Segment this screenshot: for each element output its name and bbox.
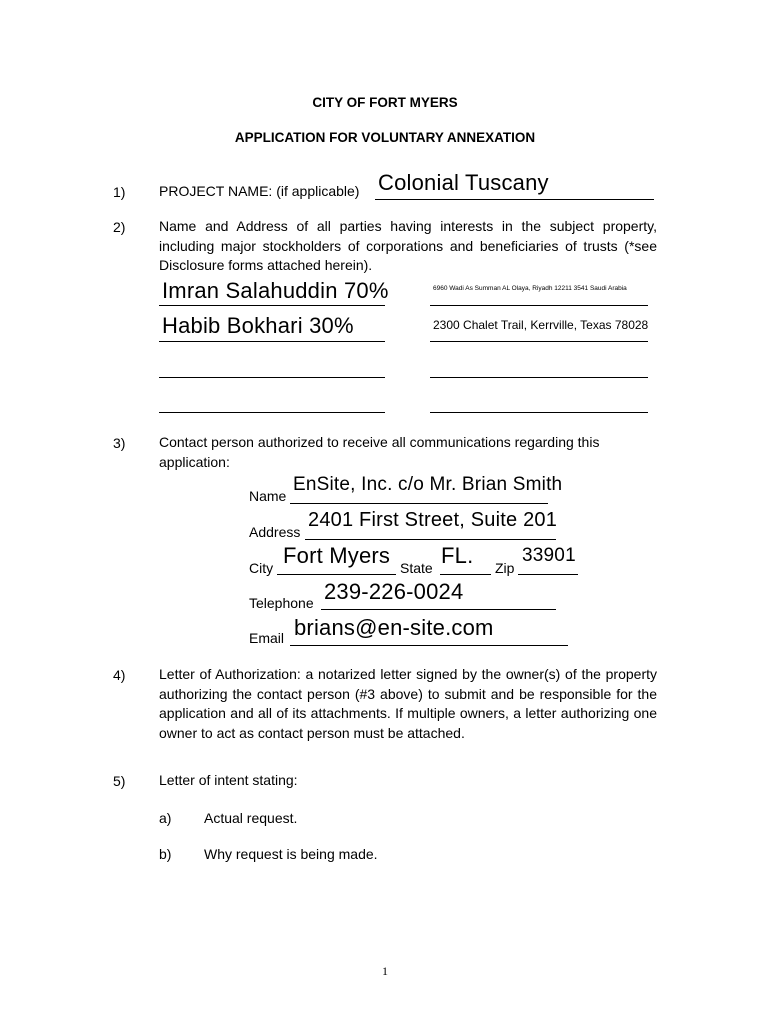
party-name[interactable]: Imran Salahuddin 70% bbox=[162, 278, 389, 303]
page-number: 1 bbox=[382, 964, 388, 978]
contact-state-line bbox=[440, 574, 491, 575]
project-name-label: PROJECT NAME: (if applicable) bbox=[159, 183, 360, 199]
party-name-line bbox=[159, 341, 385, 342]
contact-instructions: Contact person authorized to receive all communications regarding this application: bbox=[159, 434, 600, 470]
party-name-line-empty[interactable] bbox=[159, 377, 385, 378]
contact-address-label: Address bbox=[249, 524, 301, 540]
contact-zip-value[interactable]: 33901 bbox=[522, 545, 576, 566]
document-city-heading: CITY OF FORT MYERS bbox=[312, 95, 458, 110]
party-name-line-empty[interactable] bbox=[159, 412, 385, 413]
contact-telephone-value[interactable]: 239-226-0024 bbox=[324, 579, 464, 604]
intent-item-letter: b) bbox=[159, 846, 172, 862]
contact-telephone-line bbox=[321, 609, 556, 610]
contact-address-value[interactable]: 2401 First Street, Suite 201 bbox=[308, 509, 558, 531]
party-address[interactable]: 6960 Wadi As Summan AL Olaya, Riyadh 12211 3541 Saudi Arabia bbox=[433, 285, 627, 292]
contact-address-line bbox=[305, 539, 556, 540]
intent-item-text: Actual request. bbox=[204, 810, 298, 826]
contact-city-label: City bbox=[249, 560, 274, 576]
contact-state-label: State bbox=[400, 560, 433, 576]
project-name-value[interactable]: Colonial Tuscany bbox=[378, 170, 549, 195]
item-number: 5) bbox=[113, 773, 126, 789]
contact-city-value[interactable]: Fort Myers bbox=[283, 543, 391, 568]
party-name[interactable]: Habib Bokhari 30% bbox=[162, 313, 354, 338]
party-address[interactable]: 2300 Chalet Trail, Kerrville, Texas 78028 bbox=[433, 318, 649, 332]
item-number: 4) bbox=[113, 667, 126, 683]
contact-zip-line bbox=[518, 574, 578, 575]
item-number: 2) bbox=[113, 219, 126, 235]
contact-name-value[interactable]: EnSite, Inc. c/o Mr. Brian Smith bbox=[293, 474, 563, 495]
contact-email-line bbox=[290, 645, 568, 646]
party-name-line bbox=[159, 305, 385, 306]
contact-telephone-label: Telephone bbox=[249, 595, 314, 611]
contact-email-label: Email bbox=[249, 630, 285, 646]
project-name-line bbox=[375, 199, 654, 200]
intent-label: Letter of intent stating: bbox=[159, 772, 298, 788]
party-address-line-empty[interactable] bbox=[430, 412, 648, 413]
document-title: APPLICATION FOR VOLUNTARY ANNEXATION bbox=[234, 130, 536, 145]
party-address-line-empty[interactable] bbox=[430, 377, 648, 378]
item-number: 1) bbox=[113, 184, 126, 200]
party-address-line bbox=[430, 341, 648, 342]
contact-email-value[interactable]: brians@en-site.com bbox=[294, 615, 494, 640]
authorization-instructions: Letter of Authorization: a notarized letter signed by the owner(s) of the property authorizing the contact person (#3 above) to submit and be responsible for the application and all of its attachments. If multiple owners, a letter authorizing one owner to act as contact person must be attached. bbox=[159, 666, 657, 741]
contact-name-line bbox=[290, 503, 548, 504]
contact-state-value[interactable]: FL. bbox=[441, 543, 474, 568]
parties-instructions: Name and Address of all parties having interests in the subject property, including major stockholders of corporations and beneficiaries of trusts (*see Disclosure forms attached herein). bbox=[159, 218, 657, 273]
item-number: 3) bbox=[113, 435, 126, 451]
intent-item-letter: a) bbox=[159, 810, 172, 826]
contact-city-line bbox=[277, 574, 396, 575]
party-address-line bbox=[430, 305, 648, 306]
intent-item-text: Why request is being made. bbox=[204, 846, 378, 862]
contact-name-label: Name bbox=[249, 488, 287, 504]
contact-zip-label: Zip bbox=[495, 560, 515, 576]
